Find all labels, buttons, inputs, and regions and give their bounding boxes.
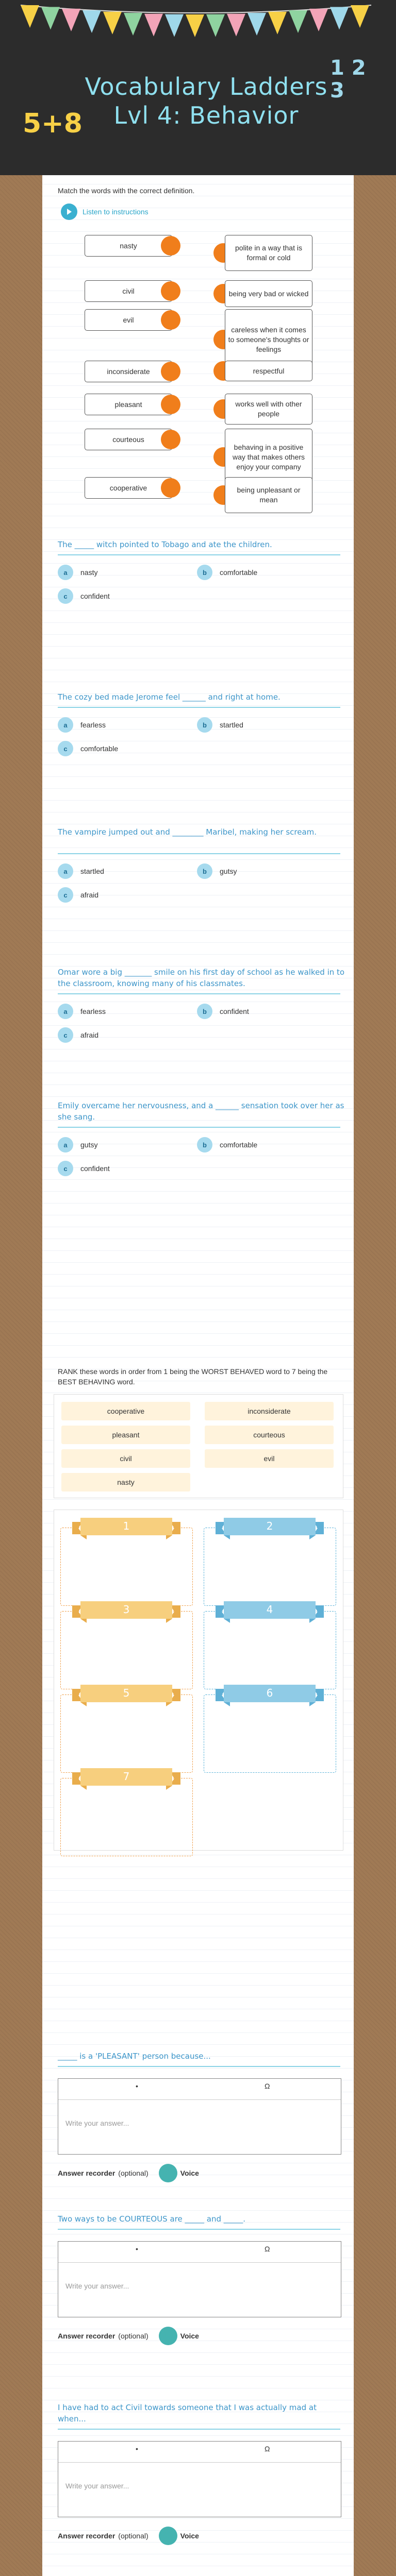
recorder-optional: (optional) xyxy=(118,2169,148,2177)
title-line-2: Lvl 4: Behavior xyxy=(113,101,299,129)
bunting-flag xyxy=(206,14,225,37)
match-right-item[interactable]: being unpleasant or mean xyxy=(225,477,312,513)
recorder-label: Answer recorder xyxy=(58,2532,116,2540)
question-divider xyxy=(58,554,340,555)
match-left-item[interactable]: cooperative xyxy=(85,477,172,499)
matching-instruction: Match the words with the correct definition. xyxy=(58,187,195,195)
option-letter-badge: c xyxy=(58,887,73,903)
match-left-connector[interactable] xyxy=(161,430,180,449)
format-toolbar xyxy=(58,2442,341,2463)
voice-record-button[interactable] xyxy=(159,2164,177,2182)
answer-text-area[interactable] xyxy=(58,2441,341,2517)
match-left-connector[interactable] xyxy=(161,281,180,301)
match-left-connector[interactable] xyxy=(161,478,180,498)
slot-number: 1 xyxy=(123,1520,130,1532)
bunting-flag xyxy=(124,13,142,36)
bunting-flag xyxy=(41,7,60,30)
rank-drop-slot[interactable] xyxy=(60,1687,193,1773)
answer-option[interactable] xyxy=(58,588,110,604)
option-letter-badge: b xyxy=(197,717,212,733)
bunting-flag xyxy=(62,9,80,31)
slot-number: 4 xyxy=(266,1603,273,1616)
option-letter-badge: b xyxy=(197,1137,212,1153)
bunting-flag xyxy=(165,14,184,37)
answer-text-area[interactable] xyxy=(58,2078,341,2155)
option-letter-badge: a xyxy=(58,565,73,580)
rank-drop-slot[interactable] xyxy=(204,1687,336,1773)
option-label: confident xyxy=(80,1164,110,1173)
question-divider xyxy=(58,2066,340,2067)
question-divider xyxy=(58,2429,340,2430)
answer-recorder xyxy=(58,2527,199,2545)
answer-option[interactable] xyxy=(58,1004,106,1019)
voice-label: Voice xyxy=(180,2169,199,2177)
question-text: Omar wore a big _______ smile on his first day of school as he walked in to the classroom, knowing many of his classmates. xyxy=(58,968,345,988)
answer-option[interactable] xyxy=(58,1161,110,1176)
slot-number: 2 xyxy=(266,1520,273,1532)
match-right-item[interactable]: polite in a way that is formal or cold xyxy=(225,235,312,271)
math-deco-right: 1 2 3 xyxy=(330,56,366,103)
slot-ribbon xyxy=(72,1516,180,1544)
bunting-flag xyxy=(248,13,266,36)
match-right-item[interactable]: behaving in a positive way that makes others enjoy your company xyxy=(225,429,312,485)
bunting-flag xyxy=(330,7,349,30)
answer-option[interactable] xyxy=(58,565,97,580)
bullet-list-button[interactable]: • xyxy=(136,2245,138,2253)
rank-drop-slot[interactable] xyxy=(204,1603,336,1689)
answer-option[interactable] xyxy=(197,565,257,580)
option-label: gutsy xyxy=(80,1141,98,1149)
question-divider xyxy=(58,1127,340,1128)
bunting-flag xyxy=(21,5,39,28)
match-left-item[interactable]: evil xyxy=(85,309,172,331)
option-label: fearless xyxy=(80,721,106,729)
voice-label: Voice xyxy=(180,2532,199,2540)
question-text: The vampire jumped out and ________ Maribel, making her scream. xyxy=(58,827,317,837)
answer-option[interactable] xyxy=(197,1004,249,1019)
answer-option[interactable] xyxy=(58,741,118,756)
slot-ribbon xyxy=(216,1516,324,1544)
slot-ribbon xyxy=(216,1599,324,1627)
option-label: confident xyxy=(80,592,110,600)
option-letter-badge: c xyxy=(58,588,73,604)
rank-drop-slot[interactable] xyxy=(60,1520,193,1606)
bunting-flag xyxy=(186,14,204,37)
open-question-text: I have had to act Civil towards someone that I was actually mad at when... xyxy=(58,2403,317,2424)
page-title xyxy=(77,72,335,130)
option-label: comfortable xyxy=(220,568,258,577)
slot-number: 6 xyxy=(266,1687,273,1699)
bullet-list-button[interactable]: • xyxy=(136,2445,138,2453)
answer-option[interactable] xyxy=(58,1137,97,1153)
slot-ribbon xyxy=(72,1683,180,1710)
question-divider xyxy=(58,2229,340,2230)
option-letter-badge: c xyxy=(58,741,73,756)
slot-ribbon xyxy=(72,1766,180,1794)
option-letter-badge: a xyxy=(58,863,73,879)
rank-word-chip[interactable]: courteous xyxy=(205,1426,334,1444)
question-text: Emily overcame her nervousness, and a ______ sensation took over her as she sang. xyxy=(58,1101,344,1122)
rank-drop-slot[interactable] xyxy=(204,1520,336,1606)
recorder-optional: (optional) xyxy=(118,2332,148,2340)
rank-word-chip[interactable]: inconsiderate xyxy=(205,1402,334,1420)
match-left-connector[interactable] xyxy=(161,236,180,256)
option-label: fearless xyxy=(80,1007,106,1015)
slot-number: 3 xyxy=(123,1603,130,1616)
option-label: startled xyxy=(220,721,243,729)
special-char-button[interactable]: Ω xyxy=(265,2245,270,2253)
special-char-button[interactable]: Ω xyxy=(265,2445,270,2453)
match-left-item[interactable]: nasty xyxy=(85,235,172,257)
match-left-item[interactable]: pleasant xyxy=(85,394,172,415)
option-label: gutsy xyxy=(220,867,237,875)
voice-record-button[interactable] xyxy=(159,2527,177,2545)
answer-placeholder: Write your answer... xyxy=(65,2282,129,2290)
rank-drop-slot[interactable] xyxy=(60,1603,193,1689)
bunting-flag xyxy=(268,12,287,35)
bunting-flag xyxy=(103,12,122,35)
question-divider xyxy=(58,993,340,994)
answer-recorder xyxy=(58,2164,199,2182)
recorder-optional: (optional) xyxy=(118,2532,148,2540)
option-letter-badge: b xyxy=(197,1004,212,1019)
bunting-flag xyxy=(309,9,328,31)
bunting-decoration xyxy=(21,0,371,46)
rank-word-chip[interactable]: evil xyxy=(205,1449,334,1468)
slot-ribbon xyxy=(216,1683,324,1710)
bunting-flag xyxy=(144,14,163,37)
ranking-word-bank xyxy=(54,1394,343,1498)
slot-number: 7 xyxy=(123,1770,130,1783)
match-left-item[interactable]: civil xyxy=(85,280,172,302)
match-left-item[interactable]: inconsiderate xyxy=(85,361,172,382)
bullet-list-button[interactable]: • xyxy=(136,2082,138,2090)
answer-option[interactable] xyxy=(58,1027,98,1043)
option-letter-badge: a xyxy=(58,717,73,733)
answer-text-area[interactable] xyxy=(58,2241,341,2317)
slot-number: 5 xyxy=(123,1687,130,1699)
match-left-connector[interactable] xyxy=(161,395,180,414)
match-right-item[interactable]: being very bad or wicked xyxy=(225,280,312,307)
option-letter-badge: b xyxy=(197,863,212,879)
math-deco-left: 5+8 xyxy=(23,108,82,139)
question-divider xyxy=(58,707,340,708)
question-text: The _____ witch pointed to Tobago and ate the children. xyxy=(58,540,272,549)
match-right-item[interactable]: works well with other people xyxy=(225,394,312,425)
play-icon xyxy=(61,204,77,220)
open-question-text: Two ways to be COURTEOUS are _____ and _____. xyxy=(58,2214,246,2224)
question-divider xyxy=(58,853,340,854)
match-left-connector[interactable] xyxy=(161,362,180,381)
listen-label: Listen to instructions xyxy=(82,208,148,216)
answer-option[interactable] xyxy=(197,717,243,733)
match-left-item[interactable]: courteous xyxy=(85,429,172,450)
recorder-label: Answer recorder xyxy=(58,2169,116,2177)
question-text: The cozy bed made Jerome feel ______ and right at home. xyxy=(58,692,280,702)
option-label: startled xyxy=(80,867,104,875)
recorder-label: Answer recorder xyxy=(58,2332,116,2340)
option-label: confident xyxy=(220,1007,249,1015)
bunting-flag xyxy=(82,10,101,33)
answer-option[interactable] xyxy=(58,863,104,879)
answer-option[interactable] xyxy=(58,717,106,733)
option-letter-badge: b xyxy=(197,565,212,580)
option-label: nasty xyxy=(80,568,98,577)
answer-option[interactable] xyxy=(58,887,98,903)
special-char-button[interactable]: Ω xyxy=(265,2082,270,2090)
rank-drop-slot[interactable] xyxy=(60,1770,193,1856)
listen-instructions-button[interactable] xyxy=(61,203,148,221)
option-letter-badge: c xyxy=(58,1027,73,1043)
option-letter-badge: a xyxy=(58,1137,73,1153)
bunting-flag xyxy=(289,10,307,33)
rank-word-chip[interactable]: civil xyxy=(61,1449,190,1468)
voice-record-button[interactable] xyxy=(159,2327,177,2345)
match-right-item[interactable]: careless when it comes to someone's thoughts or feelings xyxy=(225,309,312,370)
option-label: comfortable xyxy=(220,1141,258,1149)
format-toolbar xyxy=(58,2079,341,2100)
rank-word-chip[interactable]: nasty xyxy=(61,1473,190,1492)
format-toolbar xyxy=(58,2242,341,2263)
answer-option[interactable] xyxy=(197,1137,257,1153)
answer-option[interactable] xyxy=(197,863,237,879)
answer-placeholder: Write your answer... xyxy=(65,2482,129,2490)
rank-word-chip[interactable]: pleasant xyxy=(61,1426,190,1444)
match-left-connector[interactable] xyxy=(161,310,180,330)
option-label: afraid xyxy=(80,891,99,899)
title-line-1: Vocabulary Ladders xyxy=(85,73,328,100)
option-label: comfortable xyxy=(80,744,119,753)
ranking-instruction: RANK these words in order from 1 being the WORST BEHAVED word to 7 being the BEST BEHAVING word. xyxy=(58,1367,328,1386)
answer-placeholder: Write your answer... xyxy=(65,2119,129,2127)
bunting-flag xyxy=(227,14,245,37)
option-letter-badge: a xyxy=(58,1004,73,1019)
slot-ribbon xyxy=(72,1599,180,1627)
rank-word-chip[interactable]: cooperative xyxy=(61,1402,190,1420)
voice-label: Voice xyxy=(180,2332,199,2340)
bunting-flag xyxy=(351,5,369,28)
header-banner xyxy=(0,0,396,175)
ranking-slots xyxy=(54,1510,343,1851)
match-right-item[interactable]: respectful xyxy=(225,361,312,381)
open-question-text: _____ is a 'PLEASANT' person because... xyxy=(58,2052,211,2061)
option-label: afraid xyxy=(80,1031,99,1039)
worksheet-card xyxy=(42,175,354,2576)
option-letter-badge: c xyxy=(58,1161,73,1176)
answer-recorder xyxy=(58,2327,199,2345)
